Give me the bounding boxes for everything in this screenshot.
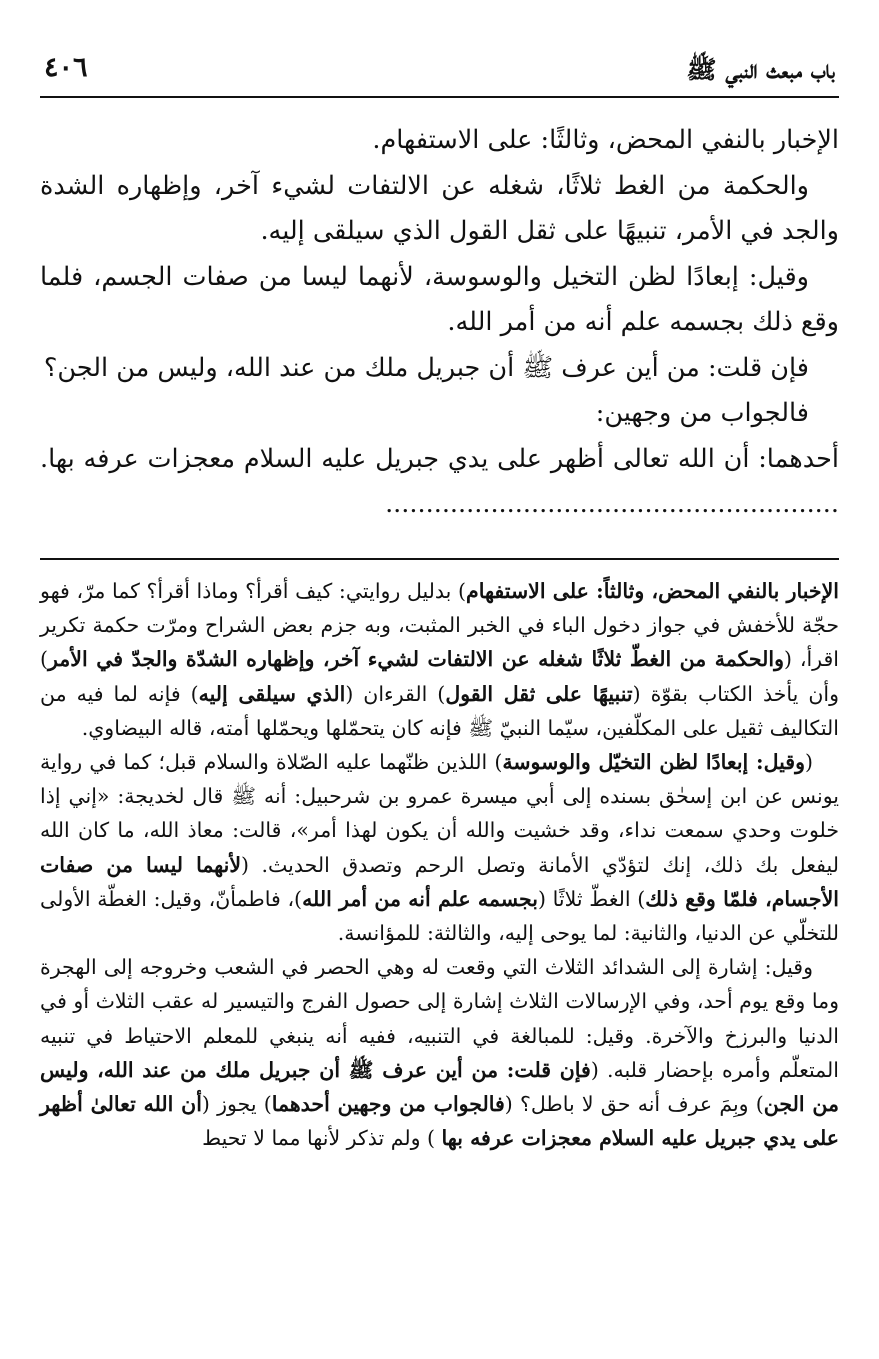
commentary-run: ) الغطّ ثلاثًا ( — [538, 886, 646, 911]
main-paragraph-6-text: أحدهما: أن الله تعالى أظهر على يدي جبريل عليه السلام معجزات عرفه بها. — [40, 443, 839, 474]
commentary-run: )، فاطمأنّ، وقيل: الغطّة الأولى للتخلّي عن الدنيا، والثانية: لما يوحى إليه، والثالثة: للمؤانسة. — [40, 886, 839, 946]
main-paragraph-2: والحكمة من الغط ثلاثًا، شغله عن الالتفات لشيء آخر، وإظهاره الشدة والجد في الأمر، تنبيهًا على ثقل القول الذي سيلقى إليه. — [40, 170, 839, 246]
commentary-run: ) فإنه لما فيه من التكاليف ثقيل على المكلّفين، سيّما النبيّ ﷺ فإنه كان يتحمّلها ويحمّلها أمته، قاله البيضاوي. — [40, 681, 839, 740]
page-number: ٤٠٦ — [44, 52, 88, 83]
quoted-matn-text: لأنهما ليسا من صفات الأجسام، فلمّا وقع ذلك — [40, 852, 839, 911]
commentary-run: ) ولم تذكر لأنها مما لا تحيط — [202, 1126, 442, 1151]
quoted-matn-text: الذي سيلقى إليه — [198, 681, 346, 706]
main-paragraph-6 — [40, 437, 839, 528]
commentary-run: ) وبِمَ عرف أنه حق لا باطل؟ ( — [504, 1092, 764, 1117]
main-paragraph-4: فإن قلت: من أين عرف ﷺ أن جبريل ملك من عند الله، وليس من الجن؟ — [43, 352, 809, 383]
main-paragraph-3: وقيل: إبعادًا لظن التخيل والوسوسة، لأنهما ليسا من صفات الجسم، فلما وقع ذلك بجسمه علم أنه من أمر الله. — [40, 261, 839, 337]
page-header — [40, 44, 839, 98]
main-text — [40, 118, 839, 528]
quoted-matn-text: وقيل: إبعادًا لظن التخيّل والوسوسة — [502, 750, 805, 775]
quoted-matn-text: فالجواب من وجهين أحدهما — [271, 1092, 505, 1117]
commentary-paragraph-3 — [40, 950, 839, 1155]
commentary-run: ) اللذين ظنّهما عليه الصّلاة والسلام قبل؛ كما في رواية يونس عن ابن إسحٰق بسنده إلى أبي ميسرة عمرو بن شرحبيل: أنه ﷺ قال لخديجة: «إني إذا خلوت وحدي سمعت نداء، وقد خشيت والله أن يكون لهذا أمر»، قالت: معاذ الله، ما كان الله ليفعل بك ذلك، إنك لتؤدّي الأمانة وتصل الرحم وتصدق الحديث. ( — [40, 750, 839, 877]
commentary-run: وقيل: إشارة إلى الشدائد الثلاث التي وقعت له وهي الحصر في الشعب وخروجه إلى الهجرة وما وقع يوم أحد، وفي الإرسالات الثلاث إشارة إلى حصول الفرج والتيسير له عقب الثلاث أو في الدنيا والبرزخ والآخرة. وقيل: للمبالغة في التنبيه، ففيه أنه ينبغي للمعلم الاحتياط في تنبيه المتعلّم وأمره بإحضار قلبه. ( — [40, 955, 839, 1082]
commentary-run: ) القرءان ( — [345, 681, 446, 706]
main-paragraph-5: فالجواب من وجهين: — [595, 398, 809, 428]
commentary-run: ) بدليل روايتي: كيف أقرأ؟ وماذا أقرأ؟ كما مرّ، فهو حجّة للأخفش في جواز دخول الباء في الخبر المثبت، وبه جزم بعض الشراح ومرّت حكمة تكرير اقرأ، ( — [40, 579, 839, 672]
commentary-paragraph-1 — [40, 574, 839, 745]
ellipsis-dots: ........................................................ — [385, 489, 839, 519]
chapter-title: باب مبعث النبي ﷺ — [686, 55, 835, 84]
commentary-run: ) يجوز ( — [201, 1092, 272, 1117]
commentary-run: ( — [805, 750, 813, 775]
separator-line — [40, 558, 839, 560]
commentary-paragraph-2 — [40, 745, 839, 950]
quoted-matn-text: أن الله تعالىٰ أظهر على يدي جبريل عليه السلام معجزات عرفه بها — [40, 1092, 839, 1151]
main-paragraph-1: الإخبار بالنفي المحض، وثالثًا: على الاستفهام. — [372, 125, 839, 155]
quoted-matn-text: تنبيهًا على ثقل القول — [445, 681, 633, 706]
commentary-text — [40, 574, 839, 1155]
commentary-run: ) وأن يأخذ الكتاب بقوّة ( — [40, 647, 840, 706]
quoted-matn-text: الإخبار بالنفي المحض، وثالثاً: على الاستفهام — [466, 579, 839, 603]
quoted-matn-text: فإن قلت: من أين عرف ﷺ أن جبريل ملك من عند الله، وليس من الجن — [40, 1057, 839, 1117]
quoted-matn-text: بجسمه علم أنه من أمر الله — [302, 886, 538, 911]
quoted-matn-text: والحكمة من الغطّ ثلاثًا شغله عن الالتفات لشيء آخر، وإظهاره الشدّة والجدّ في الأمر — [48, 647, 784, 672]
